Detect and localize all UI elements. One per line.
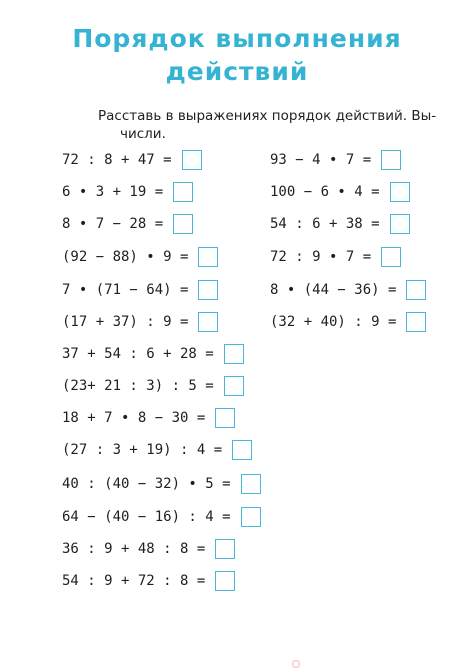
task-left-2 bbox=[62, 180, 193, 204]
task-left-4 bbox=[62, 245, 218, 269]
answer-box[interactable] bbox=[215, 571, 235, 591]
expression: 54 : 6 + 38 = bbox=[270, 216, 380, 232]
answer-box[interactable] bbox=[406, 280, 426, 300]
answer-box[interactable] bbox=[198, 280, 218, 300]
answer-box[interactable] bbox=[173, 214, 193, 234]
task-left-7 bbox=[62, 342, 244, 366]
answer-box[interactable] bbox=[224, 344, 244, 364]
answer-box[interactable] bbox=[198, 247, 218, 267]
task-left-8 bbox=[62, 374, 244, 398]
instruction-line-2: числи. bbox=[120, 126, 166, 142]
task-left-14 bbox=[62, 569, 235, 593]
task-right-6 bbox=[270, 310, 426, 334]
expression: 54 : 9 + 72 : 8 = bbox=[62, 573, 206, 589]
expression: 37 + 54 : 6 + 28 = bbox=[62, 346, 214, 362]
answer-box[interactable] bbox=[381, 247, 401, 267]
task-left-10 bbox=[62, 438, 252, 462]
answer-box[interactable] bbox=[198, 312, 218, 332]
expression: 64 − (40 − 16) : 4 = bbox=[62, 509, 231, 525]
answer-box[interactable] bbox=[232, 440, 252, 460]
page-title-line-1: Порядок выполнения bbox=[72, 24, 402, 53]
instruction-line-1: Расставь в выражениях порядок действий. Вы- bbox=[98, 108, 437, 124]
task-left-13 bbox=[62, 537, 235, 561]
task-left-9 bbox=[62, 406, 235, 430]
answer-box[interactable] bbox=[224, 376, 244, 396]
task-right-1 bbox=[270, 148, 401, 172]
instruction-text bbox=[98, 107, 437, 143]
expression: (32 + 40) : 9 = bbox=[270, 314, 397, 330]
expression: 72 : 8 + 47 = bbox=[62, 152, 172, 168]
expression: 8 • (44 − 36) = bbox=[270, 282, 397, 298]
answer-box[interactable] bbox=[182, 150, 202, 170]
task-right-4 bbox=[270, 245, 401, 269]
expression: 7 • (71 − 64) = bbox=[62, 282, 189, 298]
expression: 8 • 7 − 28 = bbox=[62, 216, 164, 232]
task-left-1 bbox=[62, 148, 202, 172]
answer-box[interactable] bbox=[241, 507, 261, 527]
expression: (23+ 21 : 3) : 5 = bbox=[62, 378, 214, 394]
expression: 6 • 3 + 19 = bbox=[62, 184, 164, 200]
expression: 40 : (40 − 32) • 5 = bbox=[62, 476, 231, 492]
task-right-3 bbox=[270, 212, 410, 236]
task-left-5 bbox=[62, 278, 218, 302]
expression: (27 : 3 + 19) : 4 = bbox=[62, 442, 223, 458]
task-left-12 bbox=[62, 505, 261, 529]
task-left-3 bbox=[62, 212, 193, 236]
expression: (92 − 88) • 9 = bbox=[62, 249, 189, 265]
answer-box[interactable] bbox=[390, 214, 410, 234]
answer-box[interactable] bbox=[390, 182, 410, 202]
expression: 93 − 4 • 7 = bbox=[270, 152, 372, 168]
answer-box[interactable] bbox=[381, 150, 401, 170]
expression: 72 : 9 • 7 = bbox=[270, 249, 372, 265]
task-left-11 bbox=[62, 472, 261, 496]
task-right-5 bbox=[270, 278, 426, 302]
expression: 36 : 9 + 48 : 8 = bbox=[62, 541, 206, 557]
expression: (17 + 37) : 9 = bbox=[62, 314, 189, 330]
answer-box[interactable] bbox=[241, 474, 261, 494]
answer-box[interactable] bbox=[406, 312, 426, 332]
answer-box[interactable] bbox=[215, 539, 235, 559]
task-right-2 bbox=[270, 180, 410, 204]
decorative-mark bbox=[292, 660, 300, 668]
page-title-line-2: действий bbox=[165, 57, 309, 86]
expression: 100 − 6 • 4 = bbox=[270, 184, 380, 200]
expression: 18 + 7 • 8 − 30 = bbox=[62, 410, 206, 426]
task-left-6 bbox=[62, 310, 218, 334]
answer-box[interactable] bbox=[215, 408, 235, 428]
answer-box[interactable] bbox=[173, 182, 193, 202]
